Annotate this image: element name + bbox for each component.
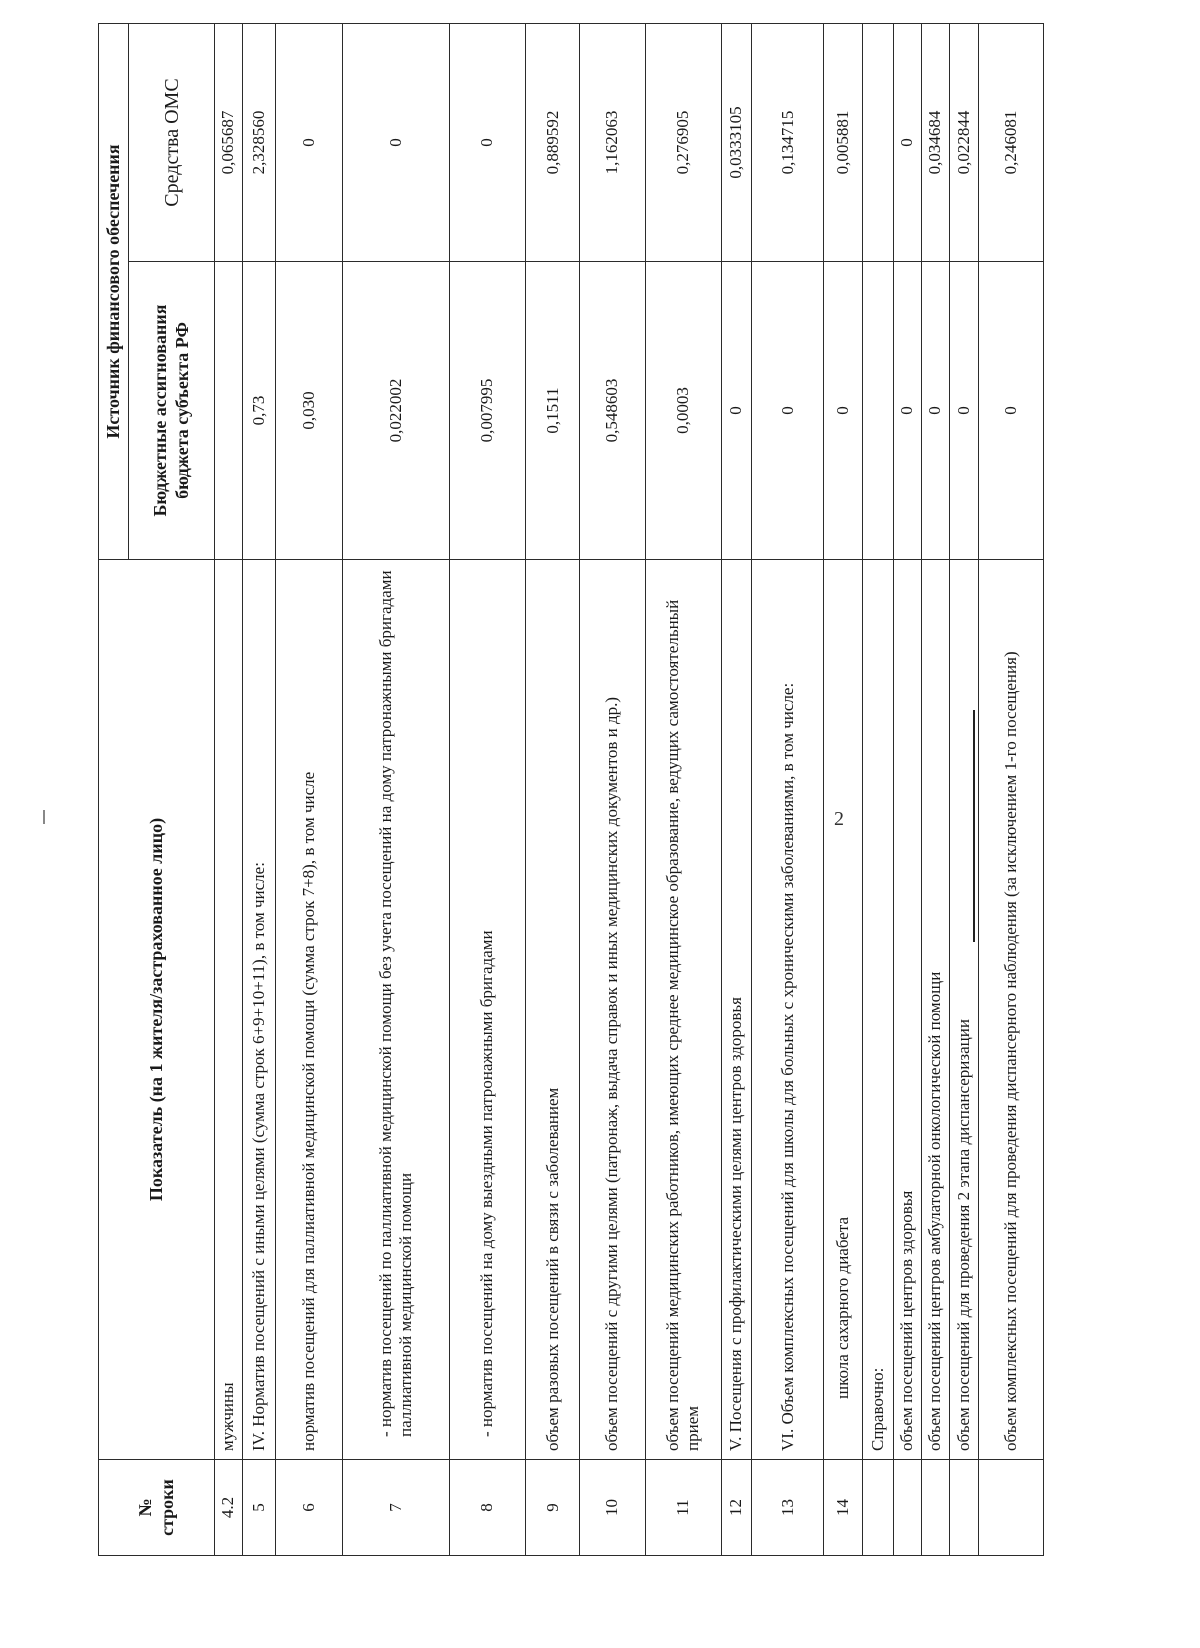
row-number: 9	[526, 1460, 580, 1556]
header-budget: Бюджетные ассигнования бюджета субъекта РФ	[129, 262, 215, 560]
row-budget-value: 0	[721, 262, 751, 560]
row-oms-value: 0	[343, 23, 450, 261]
row-number: 14	[824, 1460, 863, 1556]
row-budget-value: 0	[978, 262, 1043, 560]
row-number	[950, 1460, 978, 1556]
row-budget-value: 0,548603	[580, 262, 645, 560]
header-indicator: Показатель (на 1 жителя/застрахованное лицо)	[99, 560, 215, 1460]
table-row	[645, 23, 721, 1555]
table-row	[243, 23, 276, 1555]
indicators-table	[98, 23, 1044, 1556]
table-row	[863, 23, 893, 1555]
table-row	[978, 23, 1043, 1555]
row-label: школа сахарного диабета	[824, 560, 863, 1460]
row-number	[863, 1460, 893, 1556]
row-oms-value	[863, 23, 893, 261]
header-row-number: № строки	[99, 1460, 215, 1556]
table-row	[824, 23, 863, 1555]
row-label: - норматив посещений по паллиативной медицинской помощи без учета посещений на дому патронажными бригадами паллиативной медицинской помощи	[343, 560, 450, 1460]
row-number: 4.2	[215, 1460, 243, 1556]
row-number: 10	[580, 1460, 645, 1556]
row-oms-value: 0,246081	[978, 23, 1043, 261]
row-budget-value: 0,1511	[526, 262, 580, 560]
row-label: норматив посещений для паллиативной медицинской помощи (сумма строк 7+8), в том числе	[275, 560, 342, 1460]
row-oms-value: 0	[449, 23, 525, 261]
row-oms-value: 0,134715	[752, 23, 824, 261]
table-row	[721, 23, 751, 1555]
row-label: V. Посещения с профилактическими целями центров здоровья	[721, 560, 751, 1460]
row-label: Справочно:	[863, 560, 893, 1460]
row-label: IV. Норматив посещений с иными целями (сумма строк 6+9+10+11), в том числе:	[243, 560, 276, 1460]
page-number: 2	[834, 808, 844, 830]
row-number: 5	[243, 1460, 276, 1556]
table-row	[893, 23, 921, 1555]
row-number	[978, 1460, 1043, 1556]
header-source-group: Источник финансового обеспечения	[99, 23, 129, 559]
table-row	[922, 23, 950, 1555]
table-row	[275, 23, 342, 1555]
table-row	[215, 23, 243, 1555]
row-oms-value: 1,162063	[580, 23, 645, 261]
table-row	[526, 23, 580, 1555]
row-oms-value: 0,005881	[824, 23, 863, 261]
row-budget-value	[215, 262, 243, 560]
row-label: объем разовых посещений в связи с заболеванием	[526, 560, 580, 1460]
row-label: объем комплексных посещений для проведения диспансерного наблюдения (за исключением 1-го посещения)	[978, 560, 1043, 1460]
header-oms: Средства ОМС	[129, 23, 215, 261]
row-budget-value: 0	[950, 262, 978, 560]
row-label: мужчины	[215, 560, 243, 1460]
rotated-table-container	[98, 24, 1044, 1556]
row-number	[922, 1460, 950, 1556]
row-budget-value: 0,007995	[449, 262, 525, 560]
row-budget-value: 0,0003	[645, 262, 721, 560]
row-oms-value: 0,022844	[950, 23, 978, 261]
row-budget-value: 0	[922, 262, 950, 560]
row-oms-value: 0,065687	[215, 23, 243, 261]
row-number	[893, 1460, 921, 1556]
row-number: 13	[752, 1460, 824, 1556]
row-budget-value: 0	[752, 262, 824, 560]
row-budget-value: 0,73	[243, 262, 276, 560]
table-row	[950, 23, 978, 1555]
row-budget-value: 0,030	[275, 262, 342, 560]
row-number: 8	[449, 1460, 525, 1556]
row-oms-value: 0	[893, 23, 921, 261]
table-row	[752, 23, 824, 1555]
row-label: - норматив посещений на дому выездными патронажными бригадами	[449, 560, 525, 1460]
row-oms-value: 0	[275, 23, 342, 261]
table-row	[580, 23, 645, 1555]
scan-mark	[43, 810, 45, 824]
row-number: 6	[275, 1460, 342, 1556]
row-label: объем посещений с другими целями (патронаж, выдача справок и иных медицинских документов и др.)	[580, 560, 645, 1460]
row-budget-value	[863, 262, 893, 560]
row-label: объем посещений медицинских работников, имеющих среднее медицинское образование, ведущих самостоятельный прием	[645, 560, 721, 1460]
row-oms-value: 0,276905	[645, 23, 721, 261]
row-number: 12	[721, 1460, 751, 1556]
table-row	[343, 23, 450, 1555]
row-number: 7	[343, 1460, 450, 1556]
row-budget-value: 0	[893, 262, 921, 560]
row-number: 11	[645, 1460, 721, 1556]
row-budget-value: 0,022002	[343, 262, 450, 560]
table-row	[449, 23, 525, 1555]
row-label: объем посещений центров здоровья	[893, 560, 921, 1460]
row-oms-value: 0,889592	[526, 23, 580, 261]
row-label: VI. Объем комплексных посещений для школы для больных с хроническими заболеваниями, в том числе:	[752, 560, 824, 1460]
row-label: объем посещений центров амбулаторной онкологической помощи	[922, 560, 950, 1460]
row-oms-value: 0,034684	[922, 23, 950, 261]
row-oms-value: 0,0333105	[721, 23, 751, 261]
row-label: объем посещений для проведения 2 этапа диспансеризации	[950, 560, 978, 1460]
row-budget-value: 0	[824, 262, 863, 560]
row-oms-value: 2,328560	[243, 23, 276, 261]
